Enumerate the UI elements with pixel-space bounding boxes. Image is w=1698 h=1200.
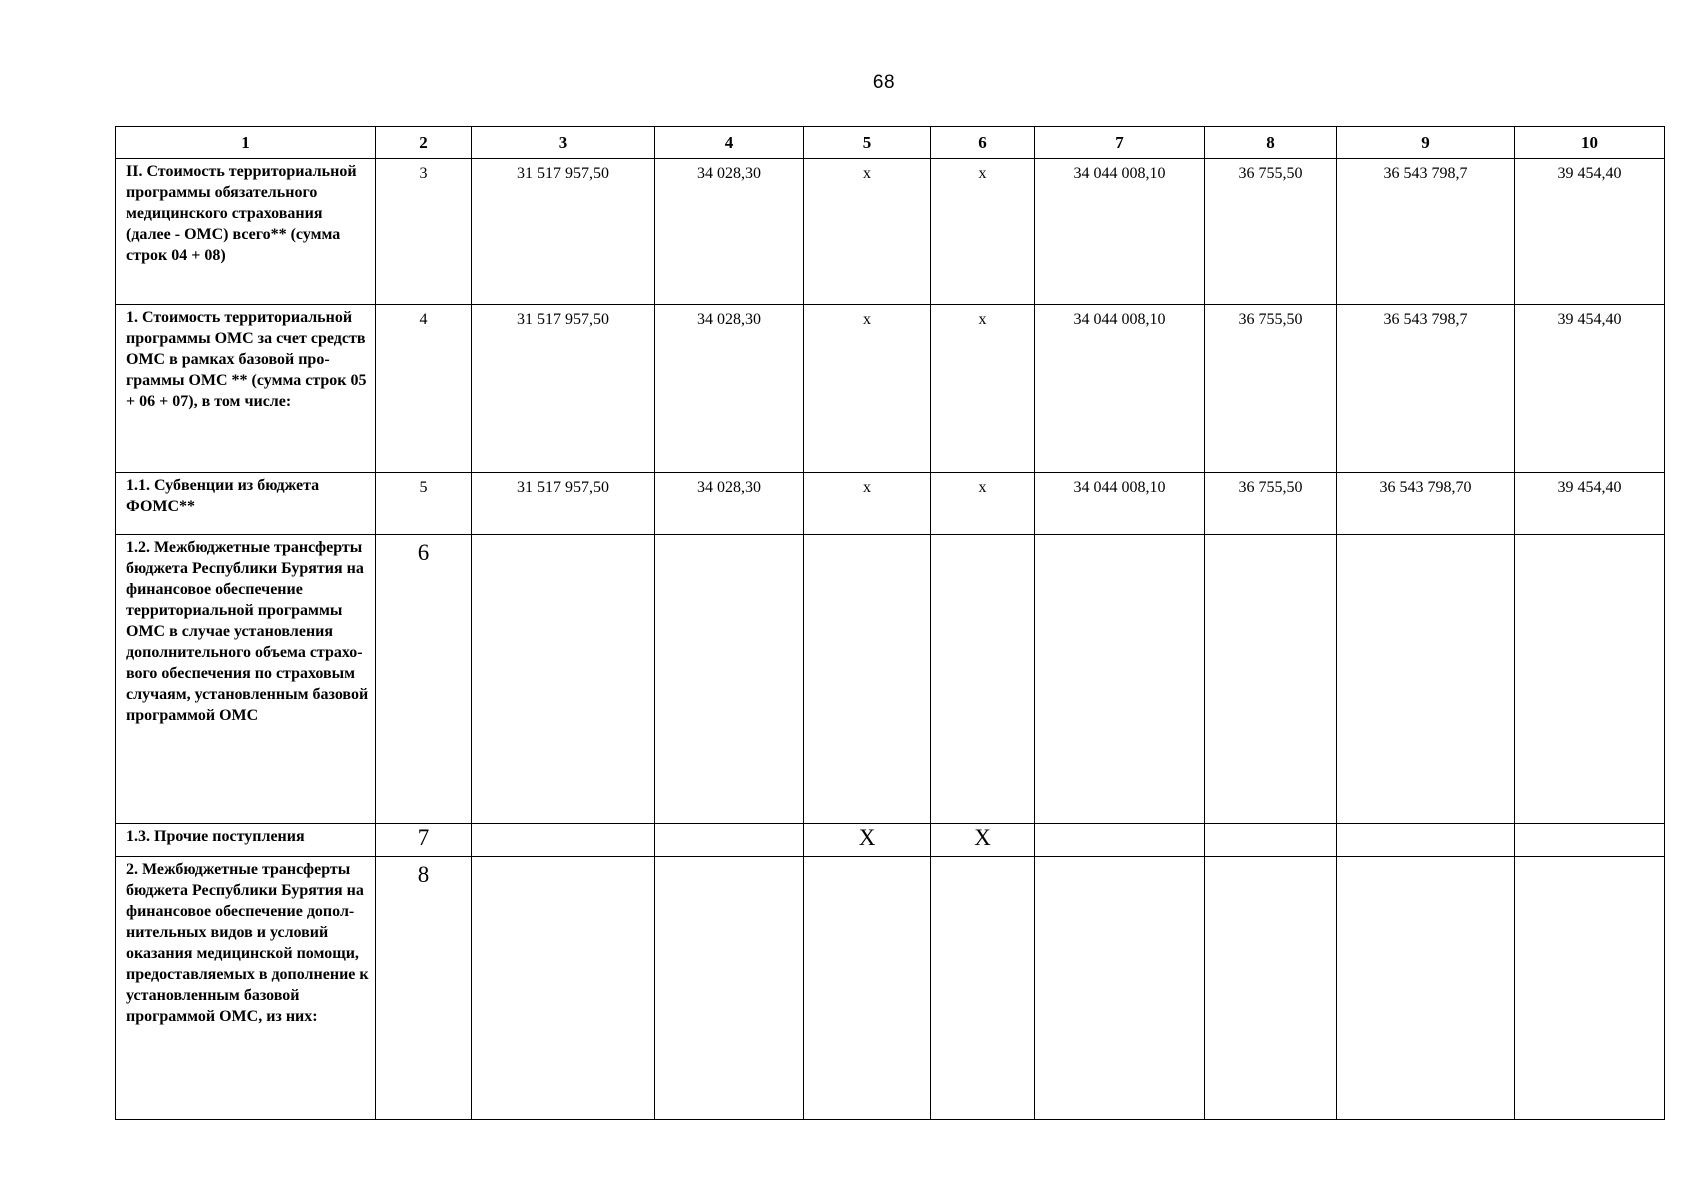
- row-code: 7: [376, 824, 472, 857]
- table-cell: х: [804, 305, 931, 473]
- column-header: 10: [1515, 127, 1665, 159]
- row-name: 2. Межбюджетные трансферты бюджета Республики Бурятия на финансовое обеспечение дополнительных видов и условий оказания медицинской помощи, предоставляемых в дополнение к установленным базовой программой ОМС, из них:: [116, 857, 376, 1120]
- table-cell: 36 755,50: [1205, 473, 1337, 535]
- table-cell: х: [931, 305, 1035, 473]
- table-cell: [804, 857, 931, 1120]
- table-cell: 31 517 957,50: [472, 159, 655, 305]
- table-cell: [804, 535, 931, 824]
- table-cell: [655, 857, 804, 1120]
- table-cell: 39 454,40: [1515, 305, 1665, 473]
- table-cell: х: [804, 159, 931, 305]
- row-name: 1. Стоимость территориальной программы ОМС за счет средств ОМС в рамках базовой программы ОМС ** (сумма строк 05 + 06 + 07), в том числе:: [116, 305, 376, 473]
- column-header: 2: [376, 127, 472, 159]
- column-header: 7: [1035, 127, 1205, 159]
- table-cell: [1205, 857, 1337, 1120]
- table-cell: [472, 857, 655, 1120]
- table-cell: 31 517 957,50: [472, 305, 655, 473]
- table-cell: х: [931, 473, 1035, 535]
- table-cell: 36 543 798,7: [1337, 305, 1515, 473]
- row-code: 5: [376, 473, 472, 535]
- row-name: 1.1. Субвенции из бюджета ФОМС**: [116, 473, 376, 535]
- table-row: [116, 473, 1665, 535]
- table-cell: х: [931, 159, 1035, 305]
- table-cell: [1205, 535, 1337, 824]
- row-code: 4: [376, 305, 472, 473]
- table-cell: [1035, 535, 1205, 824]
- table-row: [116, 857, 1665, 1120]
- table-cell: 39 454,40: [1515, 159, 1665, 305]
- table-cell: 34 044 008,10: [1035, 473, 1205, 535]
- table-cell: Х: [804, 824, 931, 857]
- table-cell: [472, 824, 655, 857]
- row-code: 6: [376, 535, 472, 824]
- table-cell: [1515, 857, 1665, 1120]
- table-cell: 34 028,30: [655, 473, 804, 535]
- table-row: [116, 159, 1665, 305]
- table-cell: [1035, 824, 1205, 857]
- column-header: 4: [655, 127, 804, 159]
- row-name: II. Стоимость территориальной программы обязательного медицинского страхования (далее - ОМС) всего** (сумма строк 04 + 08): [116, 159, 376, 305]
- table-cell: [1337, 824, 1515, 857]
- row-name: 1.3. Прочие поступления: [116, 824, 376, 857]
- table-cell: 31 517 957,50: [472, 473, 655, 535]
- table-cell: 39 454,40: [1515, 473, 1665, 535]
- column-header: 6: [931, 127, 1035, 159]
- table-cell: [655, 824, 804, 857]
- column-header: 8: [1205, 127, 1337, 159]
- table-cell: 34 044 008,10: [1035, 159, 1205, 305]
- row-name: 1.2. Межбюджетные трансферты бюджета Республики Бурятия на финансовое обеспечение территориальной программы ОМС в случае установления дополнительного объема страхового обеспечения по страховым случаям, установленным базовой программой ОМС: [116, 535, 376, 824]
- table-row: [116, 305, 1665, 473]
- table-cell: [1035, 857, 1205, 1120]
- table-cell: [1337, 857, 1515, 1120]
- table-cell: [1205, 824, 1337, 857]
- table-cell: [472, 535, 655, 824]
- table-cell: 36 755,50: [1205, 159, 1337, 305]
- table-cell: [1515, 535, 1665, 824]
- financing-table: [115, 126, 1665, 1120]
- table-cell: [931, 857, 1035, 1120]
- column-header: 1: [116, 127, 376, 159]
- table-cell: [1515, 824, 1665, 857]
- table-row: [116, 535, 1665, 824]
- row-code: 8: [376, 857, 472, 1120]
- table-cell: 34 044 008,10: [1035, 305, 1205, 473]
- table-cell: [1337, 535, 1515, 824]
- table-cell: [931, 535, 1035, 824]
- table-cell: х: [804, 473, 931, 535]
- table-cell: 34 028,30: [655, 159, 804, 305]
- row-code: 3: [376, 159, 472, 305]
- table-cell: 36 755,50: [1205, 305, 1337, 473]
- table-header-row: [116, 127, 1665, 159]
- table-cell: 36 543 798,7: [1337, 159, 1515, 305]
- column-header: 3: [472, 127, 655, 159]
- table-cell: Х: [931, 824, 1035, 857]
- column-header: 9: [1337, 127, 1515, 159]
- column-header: 5: [804, 127, 931, 159]
- table-cell: [655, 535, 804, 824]
- page-number: 68: [872, 72, 896, 93]
- table-row: [116, 824, 1665, 857]
- table-cell: 34 028,30: [655, 305, 804, 473]
- table-cell: 36 543 798,70: [1337, 473, 1515, 535]
